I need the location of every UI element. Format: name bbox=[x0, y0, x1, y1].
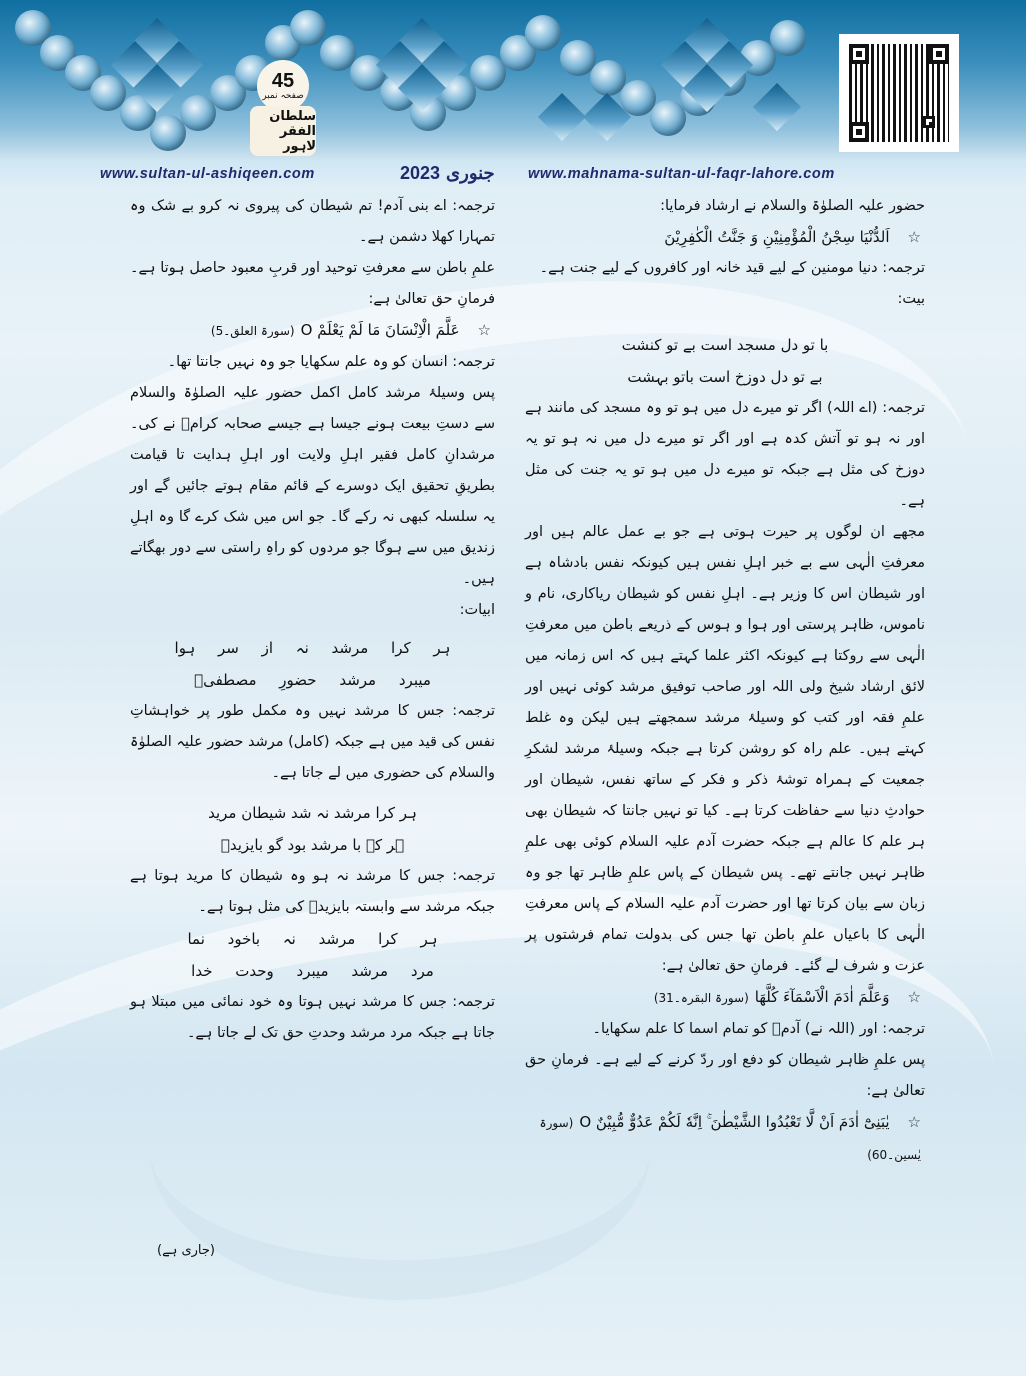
ornament-shape bbox=[290, 10, 326, 46]
quran-verse bbox=[525, 982, 925, 1014]
diamond-shape bbox=[538, 93, 586, 141]
paragraph: مجھے ان لوگوں پر حیرت ہوتی ہے جو بے عمل عالم ہیں اور معرفتِ الٰہی سے بے خبر اہلِ نفس ہیں کیونکہ نفس بادشاہ ہے اور شیطان اس کا وزیر ہے۔ اہلِ نفس کو شیطان ریاکاری، نام و ناموس، ظاہر پرستی اور ہوا و ہوس کے ذریعے باطن میں معرفتِ الٰہی سے روکتا ہے کیونکہ اکثر علما کہتے ہیں کہ اس زمانہ میں لائق ارشاد شیخ ولی اللہ اور صاحب توفیق مرشد کوئی نہیں اور علمِ فقہ اور کتب کو وسیلۂ مرشد سمجھتے ہیں لیکن وہ غلط کہتے ہیں۔ علم راہ کو روشن کرتا ہے جبکہ وسیلۂ مرشد لشکرِ جمعیت کے ہمراہ توشۂ ذکر و فکر کے ساتھ نفس، شیطان اور حوادثِ دنیا سے حفاظت کرتا ہے۔ کیا تو نہیں جانتا کہ شیطان بھی ہر علم کا عالم ہے جبکہ حضرت آدم علیہ السلام کوئی بھی علمِ ظاہر نہیں جانتے تھے۔ پس شیطان کے پاس علمِ ظاہر تھا جو وہ زبان سے بیان کرتا تھا اور حضرت آدم علیہ السلام کے پاس معرفتِ الٰہی کا باعیاں علمِ باطن تھا جس کی بدولت تمام فرشتوں پر عزت و شرف لے گئے۔ فرمانِ حق تعالیٰ ہے: bbox=[525, 524, 925, 974]
left-column bbox=[130, 191, 495, 1049]
section-label: بیت: bbox=[897, 291, 925, 307]
hadith-quote bbox=[525, 222, 925, 253]
issue-date bbox=[400, 163, 495, 184]
translation: ترجمہ: جس کا مرشد نہیں ہوتا وہ خود نمائی میں مبتلا ہو جاتا ہے جبکہ مرد مرشد وحدتِ حق تک لے جاتا ہے۔ bbox=[130, 994, 495, 1041]
couplet-line: با تو دل مسجد است بے تو کنشت bbox=[621, 336, 829, 354]
qr-code-pattern bbox=[849, 44, 949, 142]
couplet-line: میبرد مرشد حضورِ مصطفیؐ bbox=[194, 671, 431, 689]
diamond-shape bbox=[753, 83, 801, 131]
verse-reference: (سورۃ البقرہ۔31) bbox=[653, 991, 749, 1005]
verse-text: وَعَلَّمَ اٰدَمَ الْاَسْمَآءَ کُلَّهَا bbox=[754, 988, 890, 1006]
ornament-shape bbox=[770, 20, 806, 56]
issue-year: 2023 bbox=[400, 163, 441, 183]
couplet-line: ہر کرا مرشد نہ از سر ہوا bbox=[174, 639, 451, 657]
translation: ترجمہ: دنیا مومنین کے لیے قید خانہ اور کافروں کے لیے جنت ہے۔ bbox=[539, 260, 925, 276]
verse-text: یٰبَنِیْٓ اٰدَمَ اَنْ لَّا تَعْبُدُوا الشَّیْطٰنَ ۚ اِنَّهٗ لَکُمْ عَدُوٌّ مُّبِیْنٌ O bbox=[579, 1113, 890, 1131]
translation: ترجمہ: جس کا مرشد نہیں وہ مکمل طور پر خواہشاتِ نفس کی قید میں ہے جبکہ (کامل) مرشد حضور علیہ الصلوٰۃ والسلام کی حضوری میں لے جاتا ہے۔ bbox=[130, 703, 495, 781]
verse-reference: (سورۃ العلق۔5) bbox=[210, 324, 295, 338]
translation: ترجمہ: (اے اللہ) اگر تو میرے دل میں ہو تو وہ مسجد کی مانند ہے اور نہ ہو تو آتش کدہ ہے اور اگر تو میرے دل میں نہ ہو تو یہ دوزخ کی مثل ہے جبکہ تو میرے دل میں ہو تو یہ جنت کی مثل ہے۔ bbox=[525, 400, 925, 509]
qr-alignment bbox=[923, 116, 935, 128]
issue-month: جنوری bbox=[446, 163, 495, 183]
continued-note: (جاری ہے) bbox=[157, 1243, 215, 1258]
paragraph: علمِ باطن سے معرفتِ توحید اور قربِ معبود حاصل ہوتا ہے۔ فرمانِ حق تعالیٰ ہے: bbox=[130, 260, 495, 307]
couplet-line: ہر کرا مرشد نہ شد شیطان مرید bbox=[208, 804, 417, 822]
star-icon: ☆ bbox=[907, 228, 921, 246]
page-number-badge bbox=[257, 60, 309, 112]
star-icon: ☆ bbox=[907, 988, 921, 1006]
paragraph: حضور علیہ الصلوٰۃ والسلام نے ارشاد فرمایا: bbox=[660, 198, 925, 214]
translation: ترجمہ: اور (اللہ نے) آدمؑ کو تمام اسما کا علم سکھایا۔ bbox=[592, 1021, 925, 1037]
page-number: 45 bbox=[271, 70, 295, 92]
hadith-text: اَلدُّنْیَا سِجْنُ الْمُؤْمِنِیْنِ وَ جَنَّتُ الْکٰفِرِیْنَ bbox=[664, 228, 890, 246]
paragraph: پس علمِ ظاہر شیطان کو دفع اور ردّ کرنے کے لیے ہے۔ فرمانِ حق تعالیٰ ہے: bbox=[525, 1052, 925, 1099]
qr-finder bbox=[929, 44, 949, 64]
star-icon: ☆ bbox=[907, 1113, 921, 1131]
website-link-mahnama[interactable]: www.mahnama-sultan-ul-faqr-lahore.com bbox=[528, 166, 835, 182]
quran-verse bbox=[130, 315, 495, 347]
verse-text: عَلَّمَ الْاِنْسَانَ مَا لَمْ یَعْلَمْ O bbox=[300, 321, 460, 339]
star-icon: ☆ bbox=[477, 321, 491, 339]
couplet-line: بے تو دل دوزخ است باتو بہشت bbox=[627, 368, 823, 386]
translation: ترجمہ: انسان کو وہ علم سکھایا جو وہ نہیں جانتا تھا۔ bbox=[167, 354, 495, 370]
couplet-line: ہر کہ با مرشد بود گو بایزیدؒ bbox=[220, 836, 405, 854]
translation: ترجمہ: جس کا مرشد نہ ہو وہ شیطان کا مرید ہوتا ہے جبکہ مرشد سے وابستہ بایزیدؒ کی مثل ہوتا ہے۔ bbox=[130, 868, 495, 915]
page-header bbox=[0, 0, 1026, 160]
couplet-line: ہر کرا مرشد نہ باخود نما bbox=[187, 930, 438, 948]
couplet-line: مرد مرشد میبرد وحدت خدا bbox=[191, 962, 434, 980]
quran-verse bbox=[525, 1107, 925, 1171]
url-band bbox=[0, 160, 1026, 190]
verse-reference: (سورۃ یٰسین۔60) bbox=[539, 1116, 921, 1162]
qr-finder bbox=[849, 44, 869, 64]
translation: ترجمہ: اے بنی آدم! تم شیطان کی پیروی نہ کرو بے شک وہ تمہارا کھلا دشمن ہے۔ bbox=[130, 198, 495, 245]
magazine-logo: سلطان الفقر لاہور bbox=[250, 106, 316, 156]
ornament-shape bbox=[525, 15, 561, 51]
qr-finder bbox=[849, 122, 869, 142]
website-link-ashiqeen[interactable]: www.sultan-ul-ashiqeen.com bbox=[100, 166, 315, 182]
qr-code[interactable] bbox=[839, 34, 959, 152]
right-column bbox=[525, 191, 925, 1171]
page-number-label: صفحہ نمبر bbox=[262, 91, 304, 101]
paragraph: پس وسیلۂ مرشد کامل اکمل حضور علیہ الصلوٰۃ والسلام سے دستِ بیعت ہونے جیسا ہے جیسے صحابہ کرامؓ نے کی۔ مرشدانِ کامل فقیر اہلِ ولایت اور اہلِ ہدایت تا قیامت بطریقِ تحقیق ایک دوسرے کے قائم مقام ہوتے جائیں گے اور یہ سلسلہ کبھی نہ رکے گا۔ جو اس میں شک کرے گا وہ اہلِ زندیق میں سے ہوگا جو مردوں کو راہِ راستی سے دور بھگاتے ہیں۔ bbox=[130, 385, 495, 587]
section-label: ابیات: bbox=[459, 602, 495, 618]
